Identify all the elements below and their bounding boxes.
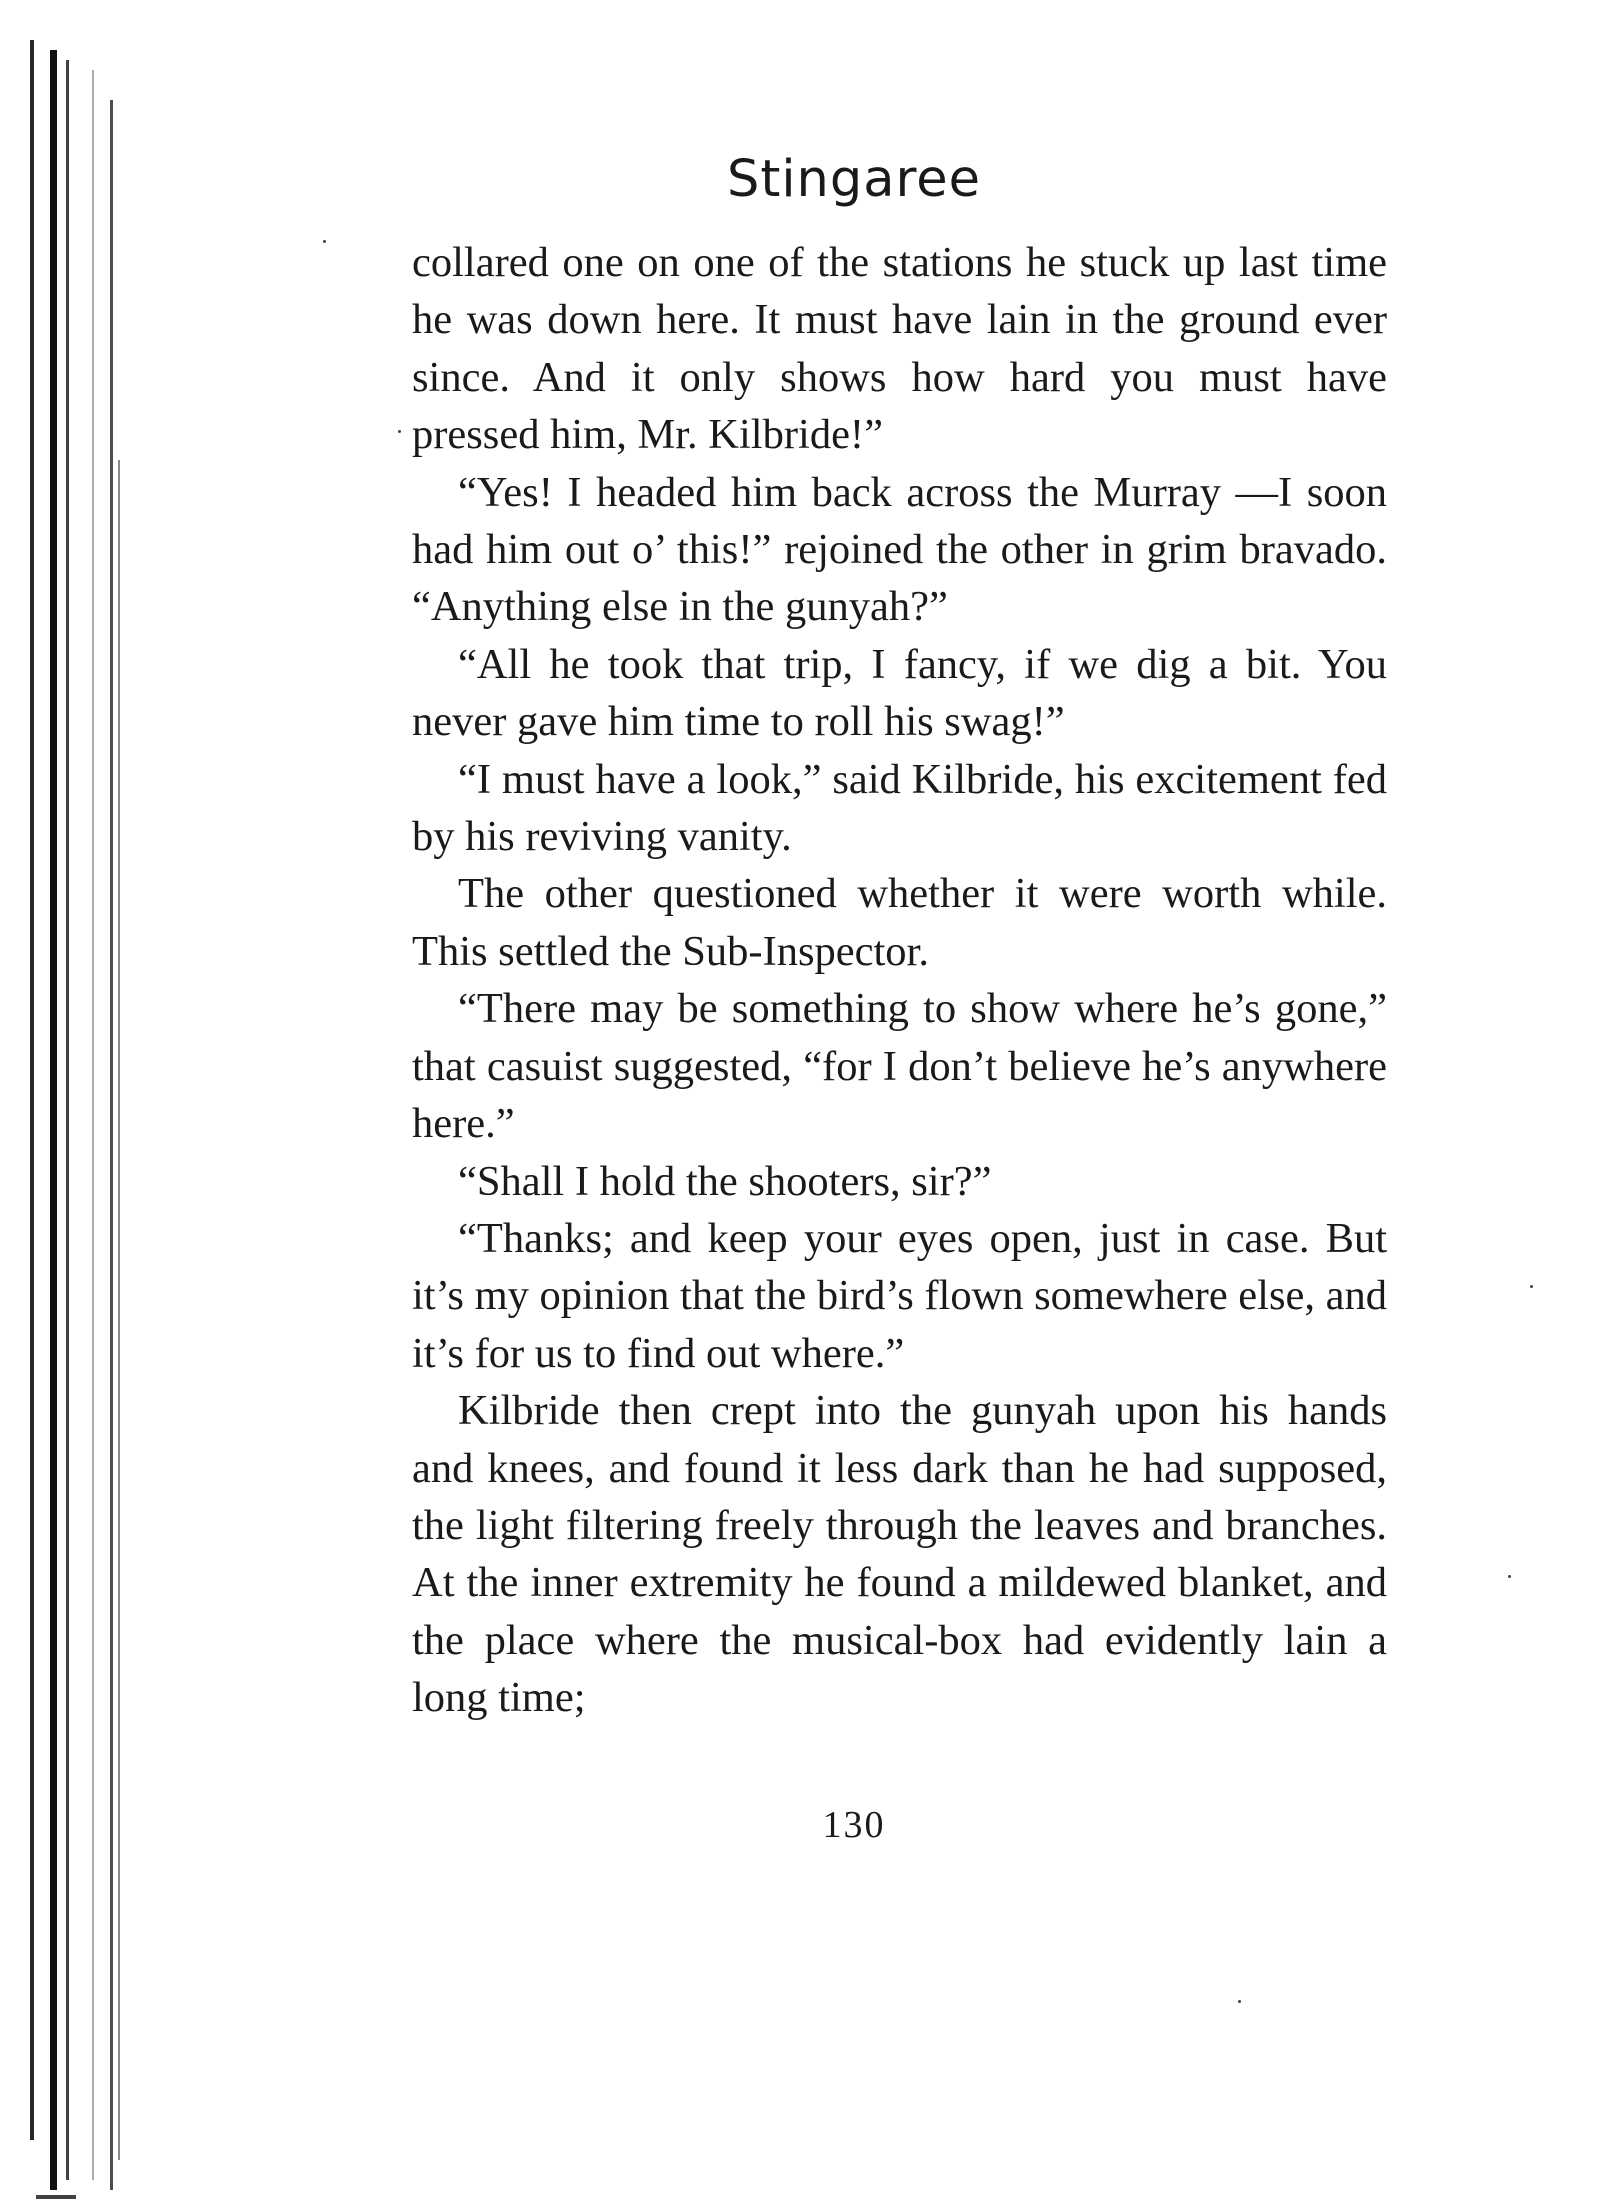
scan-speck <box>1530 1285 1533 1288</box>
scan-speck <box>398 430 401 433</box>
paragraph: collared one on one of the stations he stuck up last time he was down here. It must have lain in the ground ever since. And it only shows how hard you must have pressed him, Mr. Kilbride!” <box>412 239 1387 459</box>
scan-speck <box>323 240 326 243</box>
paragraph: The other questioned whether it were worth while. This settled the Sub-Inspector. <box>412 870 1387 975</box>
page-number: 130 <box>822 1804 886 1846</box>
body-text <box>412 234 1387 1727</box>
paragraph: “I must have a look,” said Kilbride, his excitement fed by his reviving vanity. <box>412 755 1387 861</box>
paragraph: “Thanks; and keep your eyes open, just in case. But it’s my opinion that the bird’s flown somewhere else, and it’s for us to find out where.” <box>412 1214 1387 1377</box>
paragraph: “All he took that trip, I fancy, if we dig a bit. You never gave him time to roll his swag!” <box>412 640 1387 746</box>
paragraph: “Shall I hold the shooters, sir?” <box>458 1157 992 1205</box>
running-head: Stingaree <box>726 150 982 209</box>
scan-speck <box>1238 2000 1241 2003</box>
paragraph: “There may be something to show where he’s gone,” that casuist suggested, “for I don’t believe he’s anywhere here.” <box>412 985 1387 1148</box>
paragraph: “Yes! I headed him back across the Murray —I soon had him out o’ this!” rejoined the other in grim bravado. “Anything else in the gunyah?” <box>412 468 1387 631</box>
scan-speck <box>1508 1575 1511 1578</box>
paragraph: Kilbride then crept into the gunyah upon his hands and knees, and found it less dark than he had supposed, the light filtering freely through the leaves and branches. At the inner extremity he found a mildewed blanket, and the place where the musical-box had evidently lain a long time; <box>412 1387 1387 1722</box>
binding-edge <box>22 40 132 2190</box>
